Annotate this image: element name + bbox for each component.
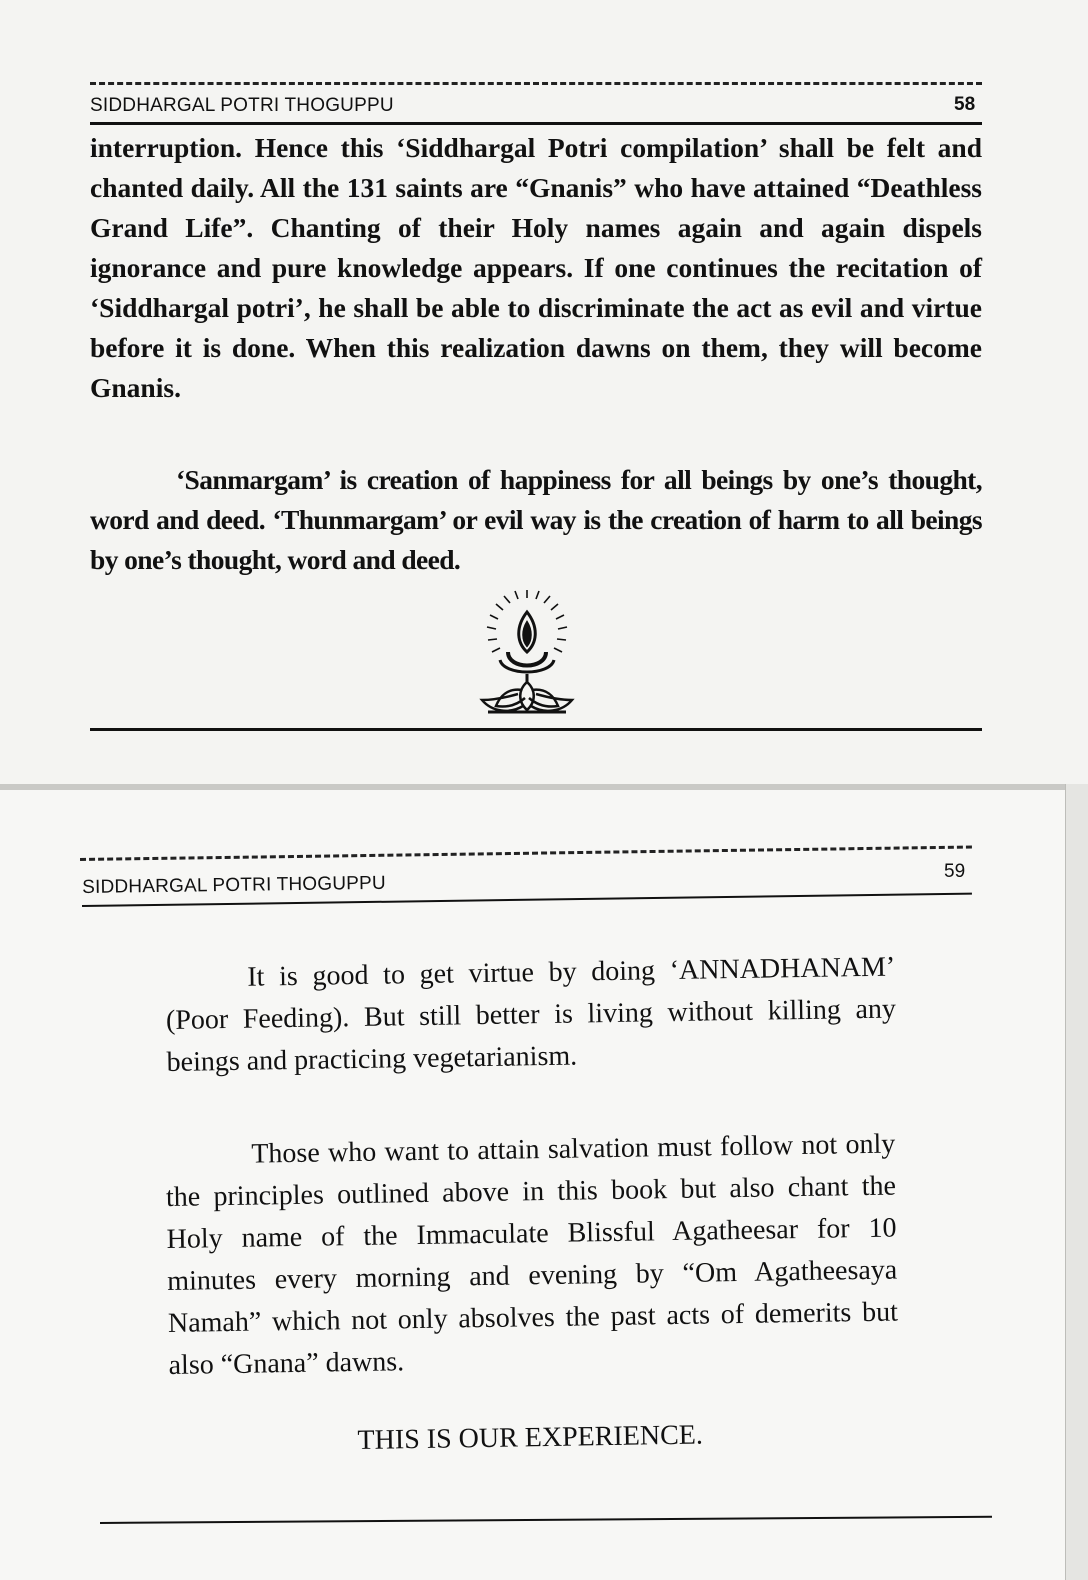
page-number: 58 xyxy=(954,94,976,115)
paragraph: It is good to get virtue by doing ‘ANNADHANAM’ (Poor Feeding). But still better is living without killing any beings and practicing vegetarianism. xyxy=(165,951,897,1078)
page-edge xyxy=(1065,784,1088,1580)
paragraph: interruption. Hence this ‘Siddhargal Potri compilation’ shall be felt and chanted daily. All the 131 saints are “Gnanis” who have attained “Deathless Grand Life”. Chanting of their Holy names again and again dispels ignorance and pure knowledge appears. If one continues the recitation of ‘Siddhargal potri’, he shall be able to discriminate the act as evil and virtue before it is done. When this realization dawns on them, they will become Gnanis. xyxy=(90,132,982,403)
paragraph: Those who want to attain salvation must follow not only the principles outlined above in this book but also chant the Holy name of the Immaculate Blissful Agatheesar for 10 minutes every morning and evening by “Om Agatheesaya Namah” which not only absolves the past acts of demerits but also “Gnana” dawns. xyxy=(165,1128,899,1381)
page-number: 59 xyxy=(944,861,966,882)
header-dashed-rule xyxy=(90,82,982,85)
closing-line: THIS IS OUR EXPERIENCE. xyxy=(357,1419,704,1456)
header-solid-rule xyxy=(90,122,982,125)
running-head: SIDDHARGAL POTRI THOGUPPU xyxy=(90,95,394,116)
footer-rule xyxy=(90,728,982,731)
running-head: SIDDHARGAL POTRI THOGUPPU xyxy=(82,872,387,898)
paragraph: ‘Sanmargam’ is creation of happiness for all beings by one’s thought, word and deed. ‘Thunmargam’ or evil way is the creation of harm to all beings by one’s thought, word and deed. xyxy=(90,464,982,575)
oil-lamp-lotus-icon xyxy=(478,590,576,718)
